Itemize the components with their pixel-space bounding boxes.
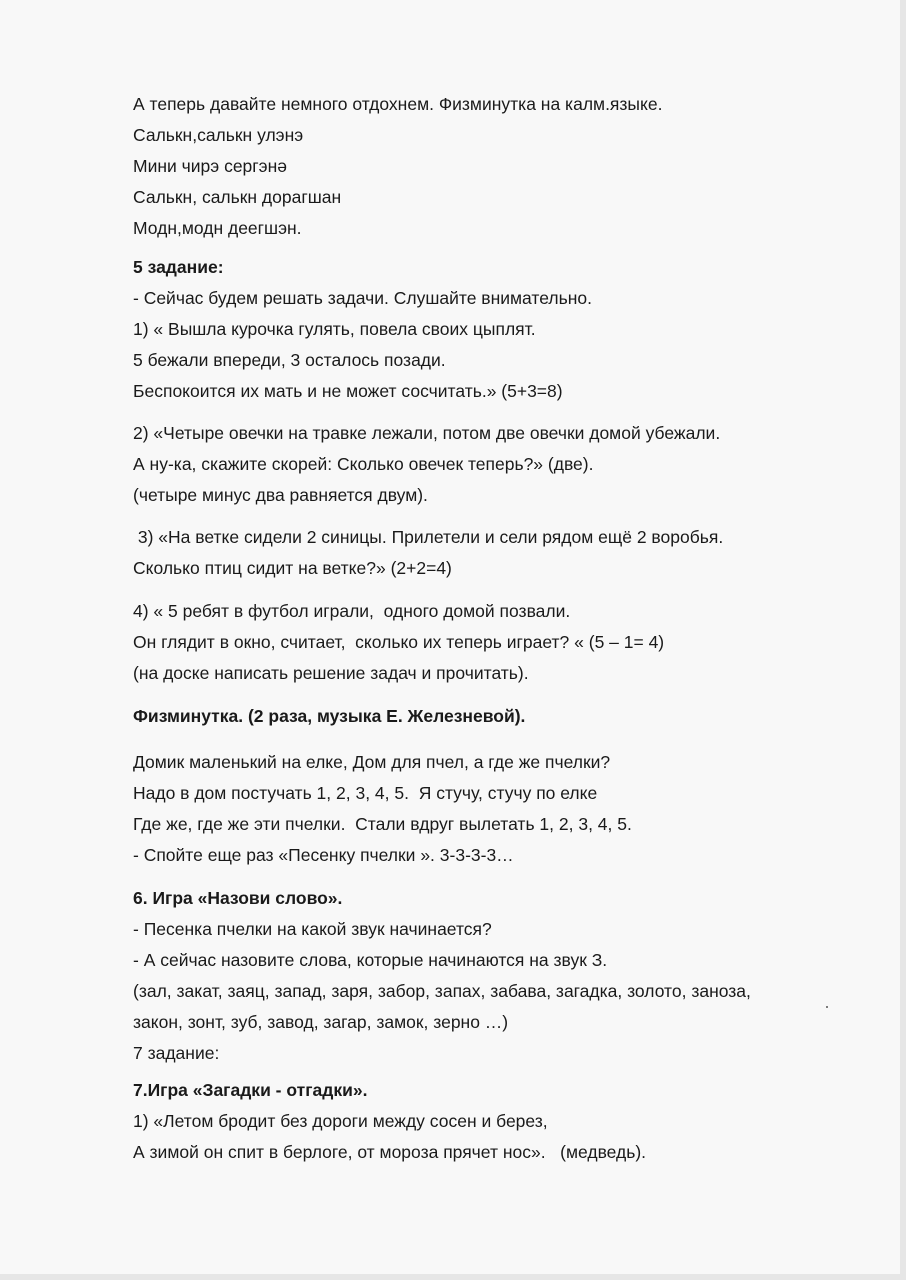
poem-line: Модн,модн деегшэн. xyxy=(133,218,302,238)
fizminutka-heading-block xyxy=(133,701,860,732)
game7-section xyxy=(133,1075,860,1168)
problem2-line: 2) «Четыре овечки на травке лежали, потом две овечки домой убежали. xyxy=(133,423,721,443)
game7-heading: 7.Игра «Загадки - отгадки». xyxy=(133,1080,368,1100)
task5-section xyxy=(133,252,860,407)
game6-line: - Песенка пчелки на какой звук начинается? xyxy=(133,919,492,939)
game7-line: А зимой он спит в берлоге, от мороза прячет нос». (медведь). xyxy=(133,1142,647,1162)
problem1-line: 5 бежали впереди, 3 осталось позади. xyxy=(133,350,446,370)
poem-line: Салькн, салькн дорагшан xyxy=(133,187,342,207)
intro-line: А теперь давайте немного отдохнем. Физминутка на калм.языке. xyxy=(133,94,663,114)
problem1-line: Беспокоится их мать и не может сосчитать.» (5+3=8) xyxy=(133,381,563,401)
problem4-line: Он глядит в окно, считает, сколько их теперь играет? « (5 – 1= 4) xyxy=(133,632,665,652)
game6-line: закон, зонт, зуб, завод, загар, замок, зерно …) xyxy=(133,1012,509,1032)
task5-heading: 5 задание: xyxy=(133,257,224,277)
game7-line: 1) «Летом бродит без дороги между сосен и берез, xyxy=(133,1111,548,1131)
poem-line: Мини чирэ сергэнә xyxy=(133,156,287,176)
fizminutka-heading: Физминутка. (2 раза, музыка Е. Железневой). xyxy=(133,706,526,726)
problem2-line: А ну-ка, скажите скорей: Сколько овечек теперь?» (две). xyxy=(133,454,594,474)
game6-line: - А сейчас назовите слова, которые начинаются на звук З. xyxy=(133,950,608,970)
fizminutka-line: Домик маленький на елке, Дом для пчел, а где же пчелки? xyxy=(133,752,611,772)
problem2-section xyxy=(133,418,860,511)
problem3-section xyxy=(133,522,860,584)
fizminutka-section xyxy=(133,747,860,871)
fizminutka-line: Где же, где же эти пчелки. Стали вдруг вылетать 1, 2, 3, 4, 5. xyxy=(133,814,632,834)
task5-instruction: - Сейчас будем решать задачи. Слушайте внимательно. xyxy=(133,288,592,308)
game6-line: 7 задание: xyxy=(133,1043,220,1063)
problem4-section xyxy=(133,596,860,689)
game6-line: (зал, закат, заяц, запад, заря, забор, запах, забава, загадка, золото, заноза, xyxy=(133,981,751,1001)
poem-line: Салькн,салькн улэнэ xyxy=(133,125,304,145)
problem4-line: 4) « 5 ребят в футбол играли, одного домой позвали. xyxy=(133,601,571,621)
fizminutka-line: - Спойте еще раз «Песенку пчелки ». 3-3-3-3… xyxy=(133,845,514,865)
problem4-line: (на доске написать решение задач и прочитать). xyxy=(133,663,529,683)
game6-heading: 6. Игра «Назови слово». xyxy=(133,888,343,908)
problem1-line: 1) « Вышла курочка гулять, повела своих цыплят. xyxy=(133,319,536,339)
problem3-line: Сколько птиц сидит на ветке?» (2+2=4) xyxy=(133,558,452,578)
game6-section xyxy=(133,883,860,1069)
problem3-line: 3) «На ветке сидели 2 синицы. Прилетели и сели рядом ещё 2 воробья. xyxy=(133,527,724,547)
problem2-line: (четыре минус два равняется двум). xyxy=(133,485,428,505)
scan-speck xyxy=(826,1006,828,1008)
fizminutka-line: Надо в дом постучать 1, 2, 3, 4, 5. Я стучу, стучу по елке xyxy=(133,783,598,803)
intro-section xyxy=(133,89,860,244)
